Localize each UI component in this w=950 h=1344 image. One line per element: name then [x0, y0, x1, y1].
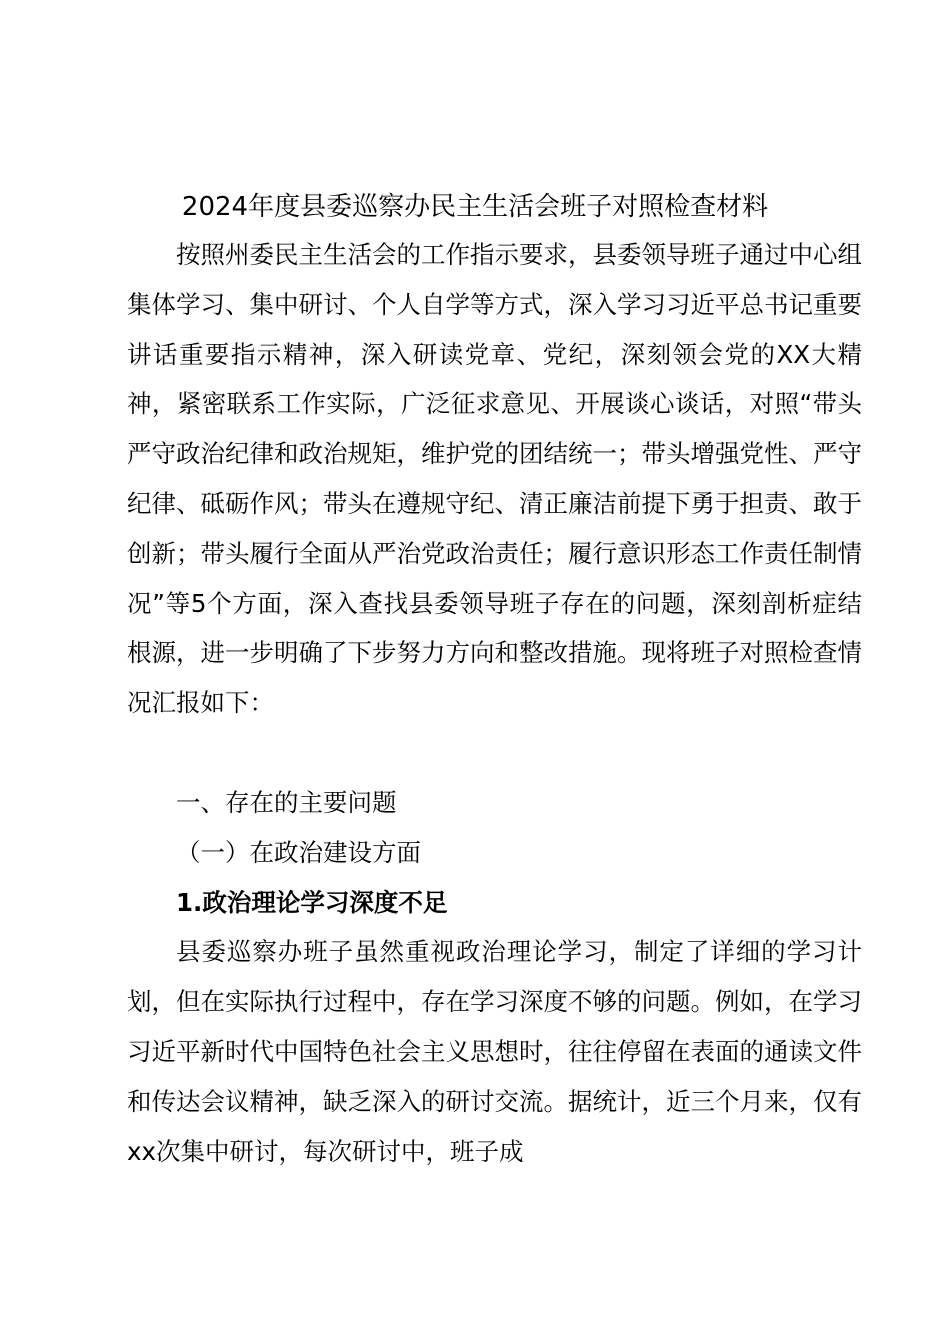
document-body-top	[127, 230, 862, 728]
item-heading: 1.政治理论学习深度不足	[176, 887, 448, 917]
intro-paragraph: 按照州委民主生活会的工作指示要求，县委领导班子通过中心组集体学习、集中研讨、个人自学等方式，深入学习习近平总书记重要讲话重要指示精神，深入研读党章、党纪，深刻领会党的XX大精神，紧密联系工作实际，广泛征求意见、开展谈心谈话，对照“带头严守政治纪律和政治规矩，维护党的团结统一；带头增强党性、严守纪律、砥砺作风；带头在遵规守纪、清正廉洁前提下勇于担责、敢于创新；带头履行全面从严治党政治责任；履行意识形态工作责任制情况”等5个方面，深入查找县委领导班子存在的问题，深刻剖析症结根源，进一步明确了下步努力方向和整改措施。现将班子对照检查情况汇报如下：	[127, 240, 862, 718]
document-title: 2024年度县委巡察办民主生活会班子对照检查材料	[181, 192, 769, 222]
item-paragraph: 县委巡察办班子虽然重视政治理论学习，制定了详细的学习计划，但在实际执行过程中，存在学习深度不够的问题。例如，在学习习近平新时代中国特色社会主义思想时，往往停留在表面的通读文件和传达会议精神，缺乏深入的研讨交流。据统计，近三个月来，仅有xx次集中研讨，每次研讨中，班子成	[127, 937, 862, 1166]
document-body-bottom	[127, 778, 862, 1176]
subsection-heading: （一）在政治建设方面	[176, 837, 421, 867]
section-heading: 一、存在的主要问题	[176, 788, 397, 817]
